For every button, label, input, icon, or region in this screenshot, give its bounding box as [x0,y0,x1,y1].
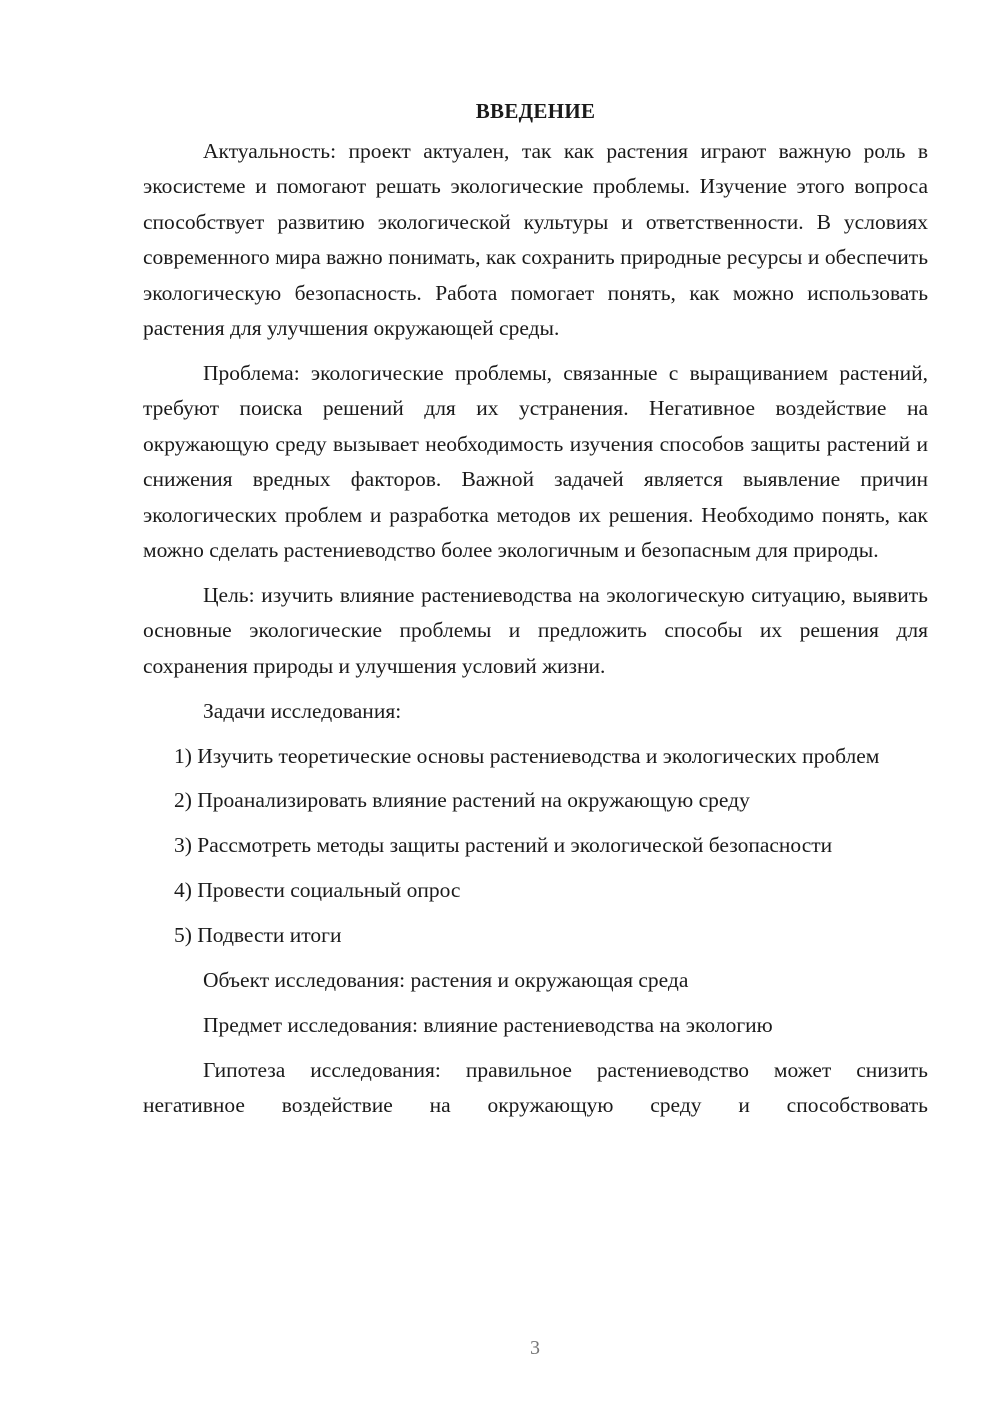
page-content [143,96,928,1133]
research-object: Объект исследования: растения и окружающая среда [203,968,689,993]
task-item-2: 2) Проанализировать влияние растений на окружающую среду [174,788,750,813]
task-item-4: 4) Провести социальный опрос [174,878,461,903]
page-number: 3 [530,1337,540,1359]
tasks-heading: Задачи исследования: [203,698,402,723]
task-item-1: 1) Изучить теоретические основы растениеводства и экологических проблем [174,743,880,768]
research-subject: Предмет исследования: влияние растениеводства на экологию [203,1012,773,1037]
research-hypothesis: Гипотеза исследования: правильное растениеводство может снизить негативное воздействие на окружающую среду и способствовать [143,1057,928,1118]
task-item-3: 3) Рассмотреть методы защиты растений и экологической безопасности [174,833,833,858]
goal-paragraph: Цель: изучить влияние растениеводства на экологическую ситуацию, выявить основные экологические проблемы и предложить способы их решения для сохранения природы и улучшения условий жизни. [143,582,928,678]
relevance-paragraph: Актуальность: проект актуален, так как растения играют важную роль в экосистеме и помогают решать экологические проблемы. Изучение этого вопроса способствует развитию экологической культуры и ответственности. В условиях современного мира важно понимать, как сохранить природные ресурсы и обеспечить экологическую безопасность. Работа помогает понять, как можно использовать растения для улучшения окружающей среды. [143,139,928,341]
section-title: ВВЕДЕНИЕ [475,99,596,123]
task-item-5: 5) Подвести итоги [174,923,342,948]
problem-paragraph: Проблема: экологические проблемы, связанные с выращиванием растений, требуют поиска решений для их устранения. Негативное воздействие на окружающую среду вызывает необходимость изучения способов защиты растений и снижения вредных факторов. Важной задачей является выявление причин экологических проблем и разработка методов их решения. Необходимо понять, как можно сделать растениеводство более экологичным и безопасным для природы. [143,360,928,562]
